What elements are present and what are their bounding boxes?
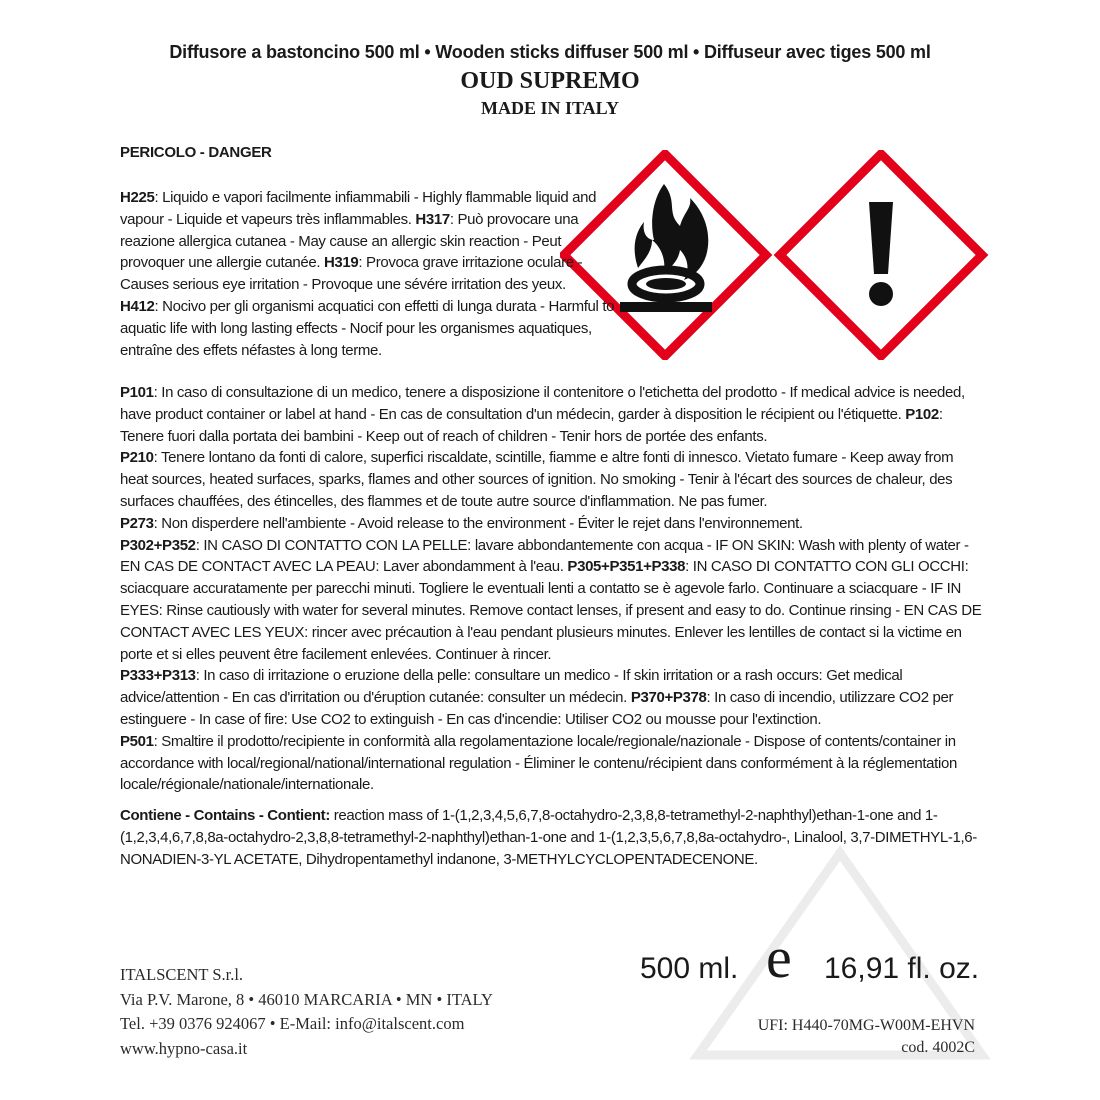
volume-imperial: 16,91 fl. oz. <box>824 952 980 985</box>
exclamation-mark-icon <box>780 154 982 356</box>
precautionary-statements <box>120 382 982 796</box>
h412-text: : Nocivo per gli organismi acquatici con effetti di lunga durata - Harmful to aquatic life with long lasting effects - Nocif pour les organismes aquatiques, entraîne des effets néfastes à long terme. <box>120 297 615 359</box>
h225-code: H225 <box>120 189 155 206</box>
estimated-sign-icon: e <box>766 925 792 990</box>
h412-code: H412 <box>120 297 155 315</box>
p370-code: P370+P378 <box>630 689 707 707</box>
p210-paragraph <box>120 447 982 512</box>
h317-code: H317 <box>415 210 450 228</box>
h319-code: H319 <box>323 254 359 272</box>
p273-code: P273 <box>120 514 154 532</box>
p273-text: : Non disperdere nell'ambiente - Avoid release to the environment - Éviter le rejet dans l'environnement. <box>153 514 803 532</box>
product-title: OUD SUPREMO <box>460 68 640 94</box>
company-website: www.hypno-casa.it <box>120 1038 248 1058</box>
ingredients-section <box>120 805 982 870</box>
p302-paragraph <box>120 535 982 666</box>
p333-text: : In caso di irritazione o eruzione della pelle: consultare un medico - If skin irritation or a rash occurs: Get medical advice/attention - En cas d'irritation ou d'éruption cutanée: consulter un médecin. <box>120 667 903 707</box>
p273-paragraph <box>120 513 982 535</box>
p333-paragraph <box>120 665 982 730</box>
p101-text: : In caso di consultazione di un medico, tenere a disposizione il contenitore o l'etichetta del prodotto - If medical advice is needed, have product container or label at hand - En cas de consultation d'un médecin, garder à disposition le récipient ou l'étiquette. <box>120 384 965 423</box>
volume-info <box>640 925 1000 996</box>
company-contact: Tel. +39 0376 924067 • E-Mail: info@italscent.com <box>120 1014 465 1033</box>
p305-text: : IN CASO DI CONTATTO CON GLI OCCHI: sciacquare accuratamente per parecchi minuti. Togliere le eventuali lenti a contatto se è agevole farlo. Continuare a sciacquare - IF IN EYES: Rinse cautiously with water for several minutes. Remove contact lenses, if present and easy to do. Continue rinsing - EN CAS DE CONTACT AVEC LES YEUX: rincer avec précaution à l'eau pendant plusieurs minutes. Enlever les lentilles de contact si la victime en porte et si elles peuvent être facilement enlevées. Continuer à rincer. <box>120 558 982 663</box>
p101-code: P101 <box>120 384 154 401</box>
ingredients-list: reaction mass of 1-(1,2,3,4,5,6,7,8-octahydro-2,3,8,8-tetramethyl-2-naphthyl)ethan-1-one and 1-(1,2,3,4,6,7,8,8a-octahydro-2,3,8,8-tetramethyl-2-naphthyl)ethan-1-one and 1-(1,2,3,5,6,7,8,8a-octahydro-, Linalool, 3,7-DIMETHYL-1,6-NONADIEN-3-YL ACETATE, Dihydropentamethyl indanone, 3-METHYLCYCLOPENTADECENONE. <box>120 807 977 868</box>
company-name: ITALSCENT S.r.l. <box>120 965 244 984</box>
p501-code: P501 <box>120 732 154 750</box>
p305-code: P305+P351+P338 <box>567 558 686 576</box>
p333-code: P333+P313 <box>120 667 196 685</box>
hazard-statements-text <box>120 187 625 296</box>
p210-text: : Tenere lontano da fonti di calore, superfici riscaldate, scintille, fiamme e altre fonti di innesco. Vietato fumare - Keep away from heat sources, heated surfaces, sparks, flames and other sources of ignition. No smoking - Tenir à l'écart des sources de chaleur, des surfaces chauffées, des étincelles, des flammes et de toute autre source d'inflammation. Ne pas fumer. <box>120 449 954 510</box>
company-info <box>120 963 493 1061</box>
p101-paragraph <box>120 382 982 447</box>
h317-text: : Può provocare una reazione allergica cutanea - May cause an allergic skin reaction - Peut provoquer une allergie cutanée. <box>120 210 579 272</box>
ingredients-text <box>120 805 982 870</box>
p370-text: : In caso di incendio, utilizzare CO2 per estinguere - In case of fire: Use CO2 to extinguish - En cas d'incendie: Utiliser CO2 ou mousse pour l'extinction. <box>120 689 954 728</box>
h319-text: : Provoca grave irritazione oculare - Causes serious eye irritation - Provoque une sévére irritation des yeux. <box>120 254 583 294</box>
p210-code: P210 <box>120 449 154 467</box>
product-description-line: Diffusore a bastoncino 500 ml • Wooden sticks diffuser 500 ml • Diffuseur avec tiges 500 ml <box>169 42 931 62</box>
made-in-label: MADE IN ITALY <box>480 98 620 118</box>
p501-paragraph <box>120 731 982 796</box>
p302-code: P302+P352 <box>120 536 196 554</box>
company-address: Via P.V. Marone, 8 • 46010 MARCARIA • MN • ITALY <box>120 989 493 1009</box>
ufi-code: UFI: H440-70MG-W00M-EHVN <box>757 1017 975 1034</box>
p102-code: P102 <box>905 405 939 423</box>
product-code: cod. 4002C <box>901 1039 975 1056</box>
ingredients-label: Contiene - Contains - Contient: <box>120 807 330 824</box>
signal-word: PERICOLO - DANGER <box>120 144 272 161</box>
p302-text: : IN CASO DI CONTATTO CON LA PELLE: lavare abbondantemente con acqua - IF ON SKIN: Wash with plenty of water - EN CAS DE CONTACT AVEC LA PEAU: Laver abondamment à l'eau. <box>120 536 969 576</box>
h225-text: : Liquido e vapori facilmente infiammabili - Highly flammable liquid and vapour - Liquide et vapeurs très inflammables. <box>120 189 597 228</box>
hazard-statements <box>120 187 625 361</box>
product-codes <box>700 1015 975 1059</box>
p501-text: : Smaltire il prodotto/recipiente in conformità alla regolamentazione locale/regionale/nazionale - Dispose of contents/container in accordance with local/regional/national/international regulation - Éliminer le contenu/récipient dans conformément à la réglementation locale/régionale/nationale/internationale. <box>120 732 957 794</box>
h412-paragraph <box>120 296 625 361</box>
p102-text: : Tenere fuori dalla portata dei bambini - Keep out of reach of children - Tenir hors de portée des enfants. <box>120 405 943 445</box>
volume-metric: 500 ml. <box>640 952 739 985</box>
